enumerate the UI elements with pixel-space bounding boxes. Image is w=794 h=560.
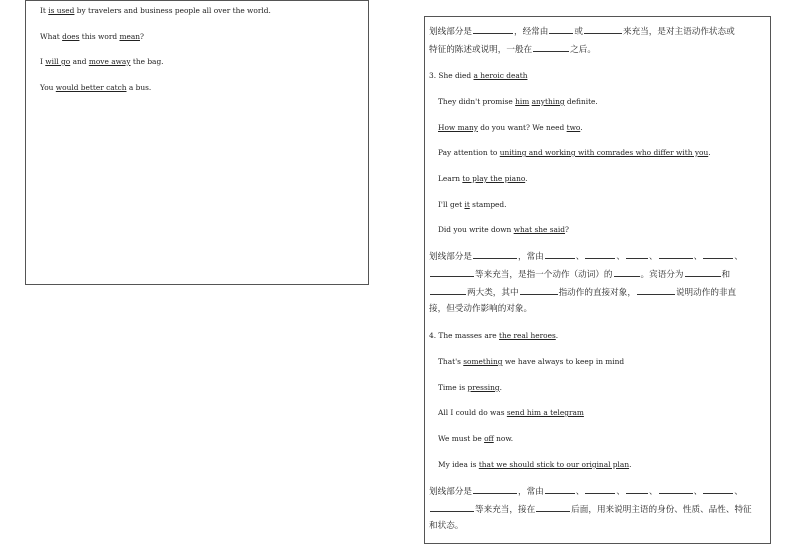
underlined-phrase: How many	[438, 123, 478, 132]
sentence-4	[40, 83, 151, 93]
text: 、	[575, 252, 585, 262]
predicate-description-line-2	[429, 43, 596, 56]
predicate-description-line-1	[429, 25, 735, 38]
fill-blank	[549, 25, 573, 34]
text: 、	[734, 487, 743, 497]
text: 、	[575, 487, 585, 497]
fill-blank	[659, 485, 693, 494]
text: My idea is	[438, 460, 479, 469]
predicative-description-line-1	[429, 485, 743, 498]
text: now.	[493, 434, 514, 443]
example-sentence	[438, 357, 624, 367]
text: 、	[649, 252, 658, 262]
text: ?	[140, 32, 144, 41]
fill-blank	[545, 250, 575, 259]
fill-blank	[703, 250, 733, 259]
text: 和状态。	[429, 521, 464, 531]
text: 之后。	[570, 45, 596, 55]
text: ?	[565, 225, 569, 234]
example-sentence	[438, 97, 598, 107]
example-sentence	[438, 225, 569, 235]
example-sentence	[438, 460, 631, 470]
underlined-phrase: would better catch	[55, 83, 127, 92]
text: You	[40, 83, 56, 92]
fill-blank	[626, 485, 648, 494]
fill-blank	[585, 250, 615, 259]
text: ，常由	[517, 487, 544, 497]
text: 两大类，其中	[467, 288, 519, 298]
example-sentence	[438, 408, 584, 418]
fill-blank	[585, 485, 615, 494]
text: we have always to keep in mind	[502, 357, 625, 366]
text: .	[499, 383, 502, 392]
text: That's	[438, 357, 464, 366]
fill-blank	[703, 485, 733, 494]
text: .	[708, 148, 711, 157]
text: Learn	[438, 174, 463, 183]
text: I	[40, 57, 46, 66]
fill-blank	[473, 25, 513, 34]
text: .	[525, 174, 528, 183]
sentence-3	[40, 57, 164, 67]
text: stamped.	[469, 200, 507, 209]
fill-blank	[637, 286, 675, 295]
text: 4. The masses are	[429, 331, 499, 340]
fill-blank	[533, 43, 569, 52]
text: I'll get	[438, 200, 465, 209]
text: 等来充当，是指一个动作（动词）的	[475, 270, 613, 280]
predicative-description-line-3	[429, 521, 463, 532]
underlined-phrase: send him a telegram	[506, 408, 584, 417]
section-4-heading	[429, 331, 558, 341]
text: .	[555, 331, 559, 340]
sentence-2	[40, 32, 144, 42]
text: Did you write down	[438, 225, 514, 234]
underlined-phrase: mean	[119, 32, 140, 41]
example-sentence	[438, 383, 502, 393]
text: 来充当，是对主语动作状态或	[622, 27, 735, 37]
text: by travelers and business people all over the world.	[74, 6, 271, 15]
example-sentence	[438, 148, 711, 158]
text: ，常由	[517, 252, 544, 262]
text: .	[629, 460, 632, 469]
text: They didn't promise	[438, 97, 516, 106]
underlined-phrase: does	[62, 32, 80, 41]
text: 接，但受动作影响的对象。	[429, 304, 533, 314]
example-sentence	[438, 434, 513, 444]
left-page	[25, 0, 369, 285]
fill-blank	[659, 250, 693, 259]
text: 、	[616, 252, 625, 262]
fill-blank	[473, 485, 517, 494]
text: and	[70, 57, 89, 66]
underlined-phrase: him	[515, 97, 530, 106]
fill-blank	[430, 503, 474, 512]
text: 、	[734, 252, 743, 262]
underlined-phrase: that we should stick to our original plan	[478, 460, 630, 469]
text: .	[580, 123, 583, 132]
text: 说明动作的非直	[675, 288, 737, 298]
text: this word	[79, 32, 120, 41]
text: a bus.	[126, 83, 152, 92]
underlined-phrase: move away	[88, 57, 131, 66]
fill-blank	[520, 286, 558, 295]
text: 划线部分是	[429, 27, 472, 37]
text: All I could do was	[438, 408, 507, 417]
text: 、	[693, 252, 703, 262]
text: 特征的陈述或说明，一般在	[429, 45, 533, 55]
text: ，经常由	[513, 27, 549, 37]
underlined-phrase: off	[484, 434, 494, 443]
underlined-phrase: will go	[45, 57, 71, 66]
text: definite.	[564, 97, 598, 106]
fill-blank	[685, 268, 721, 277]
underlined-phrase: to play the piano	[462, 174, 526, 183]
text: Pay attention to	[438, 148, 500, 157]
section-3-heading	[429, 71, 527, 81]
sentence-1	[40, 6, 271, 16]
text: We must be	[438, 434, 485, 443]
fill-blank	[545, 485, 575, 494]
object-description-line-3	[429, 286, 736, 299]
text: It	[40, 6, 49, 15]
text: 指动作的直接对象，	[558, 288, 636, 298]
text: 。宾语分为	[640, 270, 684, 280]
text: the bag.	[130, 57, 164, 66]
object-description-line-4	[429, 304, 532, 315]
fill-blank	[584, 25, 622, 34]
object-description-line-1	[429, 250, 743, 263]
text: 、	[693, 487, 703, 497]
fill-blank	[614, 268, 640, 277]
text: 、	[616, 487, 625, 497]
underlined-phrase: something	[463, 357, 503, 366]
fill-blank	[473, 250, 517, 259]
text: 后面，用来说明主语的身份、性质、品性、特征	[571, 505, 752, 515]
underlined-phrase: what she said	[513, 225, 566, 234]
underlined-phrase: is used	[48, 6, 75, 15]
underlined-phrase: a heroic death	[473, 71, 528, 80]
underlined-phrase: the real heroes	[499, 331, 556, 340]
underlined-phrase: uniting and working with comrades who differ with you	[499, 148, 709, 157]
fill-blank	[430, 268, 474, 277]
underlined-phrase: pressing	[467, 383, 500, 392]
fill-blank	[430, 286, 466, 295]
text: do you want? We need	[477, 123, 567, 132]
example-sentence	[438, 123, 583, 133]
text: 等来充当，接在	[475, 505, 536, 515]
text: 、	[649, 487, 658, 497]
underlined-phrase: anything	[531, 97, 565, 106]
underlined-phrase: it	[464, 200, 470, 209]
object-description-line-2	[429, 268, 730, 281]
predicative-description-line-2	[429, 503, 752, 516]
text: 划线部分是	[429, 487, 472, 497]
text: Time is	[438, 383, 468, 392]
text: 和	[721, 270, 731, 280]
underlined-phrase: two	[566, 123, 581, 132]
example-sentence	[438, 174, 528, 184]
example-sentence	[438, 200, 507, 210]
text: 3. She died	[429, 71, 474, 80]
text: What	[40, 32, 63, 41]
fill-blank	[536, 503, 570, 512]
fill-blank	[626, 250, 648, 259]
right-page	[424, 16, 771, 544]
text: 划线部分是	[429, 252, 472, 262]
text: 或	[574, 27, 583, 37]
